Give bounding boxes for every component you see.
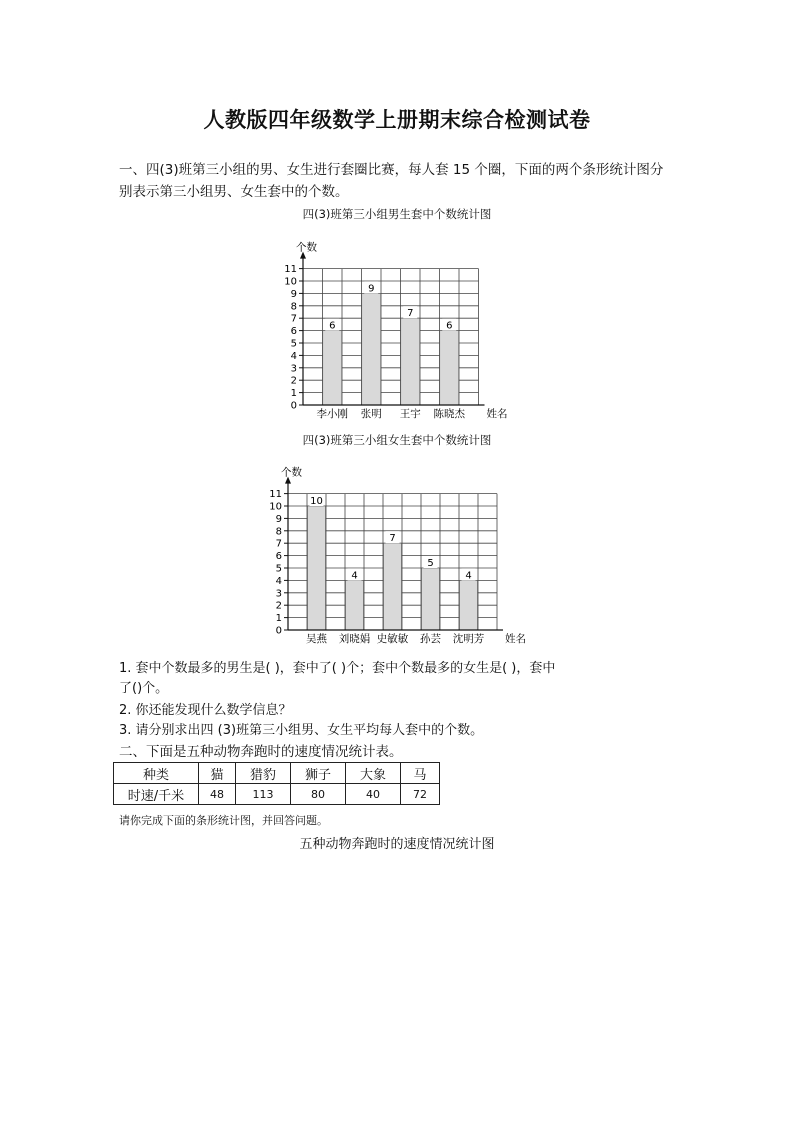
boys-bar-chart bbox=[260, 226, 530, 426]
data-label: 7 bbox=[389, 533, 396, 545]
bar bbox=[362, 293, 381, 405]
y-tick-label: 10 bbox=[284, 276, 297, 288]
table-header-cell: 狮子 bbox=[291, 763, 346, 784]
question-3: 3. 请分别求出四 (3)班第三小组男、女生平均每人套中的个数。 bbox=[119, 723, 484, 738]
table-header-cell: 种类 bbox=[114, 763, 199, 784]
table-cell: 48 bbox=[199, 784, 236, 805]
x-axis-label: 姓名 bbox=[505, 633, 526, 645]
category-tick-label: 刘晓娟 bbox=[338, 633, 371, 645]
data-label: 6 bbox=[446, 320, 453, 332]
data-label: 6 bbox=[329, 320, 336, 332]
category-tick-label: 王宇 bbox=[399, 408, 421, 420]
category-tick-label: 沈明芳 bbox=[452, 633, 485, 645]
section2-heading: 二、下面是五种动物奔跑时的速度情况统计表。 bbox=[119, 744, 403, 760]
data-label: 7 bbox=[407, 308, 414, 320]
category-tick-label: 吴燕 bbox=[306, 633, 327, 645]
category-tick-label: 陈晓杰 bbox=[433, 408, 465, 420]
y-tick-label: 4 bbox=[275, 575, 282, 587]
bar bbox=[308, 506, 326, 630]
y-tick-label: 7 bbox=[290, 313, 297, 325]
data-label: 4 bbox=[351, 570, 358, 582]
category-tick-label: 张明 bbox=[360, 408, 382, 420]
table-header-cell: 大象 bbox=[346, 763, 401, 784]
question-1-line1: 1. 套中个数最多的男生是( )，套中了( )个；套中个数最多的女生是( )，套中 bbox=[119, 661, 556, 676]
y-tick-label: 8 bbox=[290, 301, 297, 313]
y-tick-label: 0 bbox=[275, 625, 282, 637]
bar bbox=[384, 543, 402, 630]
table-cell: 113 bbox=[236, 784, 291, 805]
y-tick-label: 9 bbox=[275, 513, 282, 525]
question-2: 2. 你还能发现什么数学信息？ bbox=[119, 703, 292, 718]
section2-instruction: 请你完成下面的条形统计图，并回答问题。 bbox=[119, 814, 328, 827]
section1-intro-line2: 别表示第三小组男、女生套中的个数。 bbox=[119, 184, 349, 200]
bar bbox=[460, 580, 478, 630]
animal-chart-caption: 五种动物奔跑时的速度情况统计图 bbox=[299, 837, 495, 852]
table-row bbox=[114, 784, 440, 805]
table-row-label: 时速/千米 bbox=[114, 784, 199, 805]
y-tick-label: 11 bbox=[269, 489, 282, 501]
data-label: 10 bbox=[310, 496, 323, 507]
y-tick-label: 8 bbox=[275, 526, 282, 538]
y-tick-label: 4 bbox=[290, 350, 297, 362]
table-cell: 80 bbox=[291, 784, 346, 805]
x-axis-label: 姓名 bbox=[486, 408, 508, 420]
y-tick-label: 1 bbox=[275, 613, 282, 625]
y-tick-label: 11 bbox=[284, 264, 297, 276]
girls-bar-chart bbox=[250, 458, 540, 650]
category-tick-label: 史敏敏 bbox=[376, 633, 409, 645]
section1-intro-line1: 一、四(3)班第三小组的男、女生进行套圈比赛，每人套 15 个圈，下面的两个条形统计图分 bbox=[119, 162, 664, 178]
y-tick-label: 2 bbox=[275, 600, 282, 612]
question-1-line2: 了()个。 bbox=[119, 681, 169, 696]
table-header-cell: 猎豹 bbox=[236, 763, 291, 784]
y-tick-label: 10 bbox=[269, 501, 282, 513]
y-tick-label: 3 bbox=[275, 588, 282, 600]
bar bbox=[422, 568, 440, 630]
bar bbox=[440, 331, 459, 405]
girls-chart-title: 四(3)班第三小组女生套中个数统计图 bbox=[302, 433, 492, 447]
category-tick-label: 孙芸 bbox=[420, 633, 441, 645]
table-cell: 40 bbox=[346, 784, 401, 805]
data-label: 9 bbox=[368, 283, 375, 295]
y-tick-label: 5 bbox=[290, 338, 297, 350]
y-tick-label: 5 bbox=[275, 563, 282, 575]
y-axis-label: 个数 bbox=[281, 466, 302, 479]
category-tick-label: 李小刚 bbox=[316, 408, 348, 420]
y-tick-label: 7 bbox=[275, 538, 282, 550]
bar bbox=[401, 318, 420, 405]
table-cell: 72 bbox=[401, 784, 440, 805]
y-tick-label: 9 bbox=[290, 288, 297, 300]
table-header-cell: 猫 bbox=[199, 763, 236, 784]
data-label: 5 bbox=[427, 558, 434, 569]
boys-chart-title: 四(3)班第三小组男生套中个数统计图 bbox=[302, 207, 492, 221]
y-tick-label: 6 bbox=[290, 326, 297, 338]
y-tick-label: 0 bbox=[290, 400, 297, 412]
page-title: 人教版四年级数学上册期末综合检测试卷 bbox=[203, 107, 591, 132]
data-label: 4 bbox=[465, 570, 472, 582]
bar bbox=[346, 580, 364, 630]
animal-speed-table bbox=[113, 762, 440, 805]
y-tick-label: 2 bbox=[290, 375, 297, 387]
y-tick-label: 6 bbox=[275, 551, 282, 563]
table-header-row bbox=[114, 763, 440, 784]
bar bbox=[323, 331, 342, 405]
table-header-cell: 马 bbox=[401, 763, 440, 784]
y-axis-label: 个数 bbox=[296, 241, 317, 254]
y-tick-label: 3 bbox=[290, 363, 297, 375]
y-tick-label: 1 bbox=[290, 388, 297, 400]
